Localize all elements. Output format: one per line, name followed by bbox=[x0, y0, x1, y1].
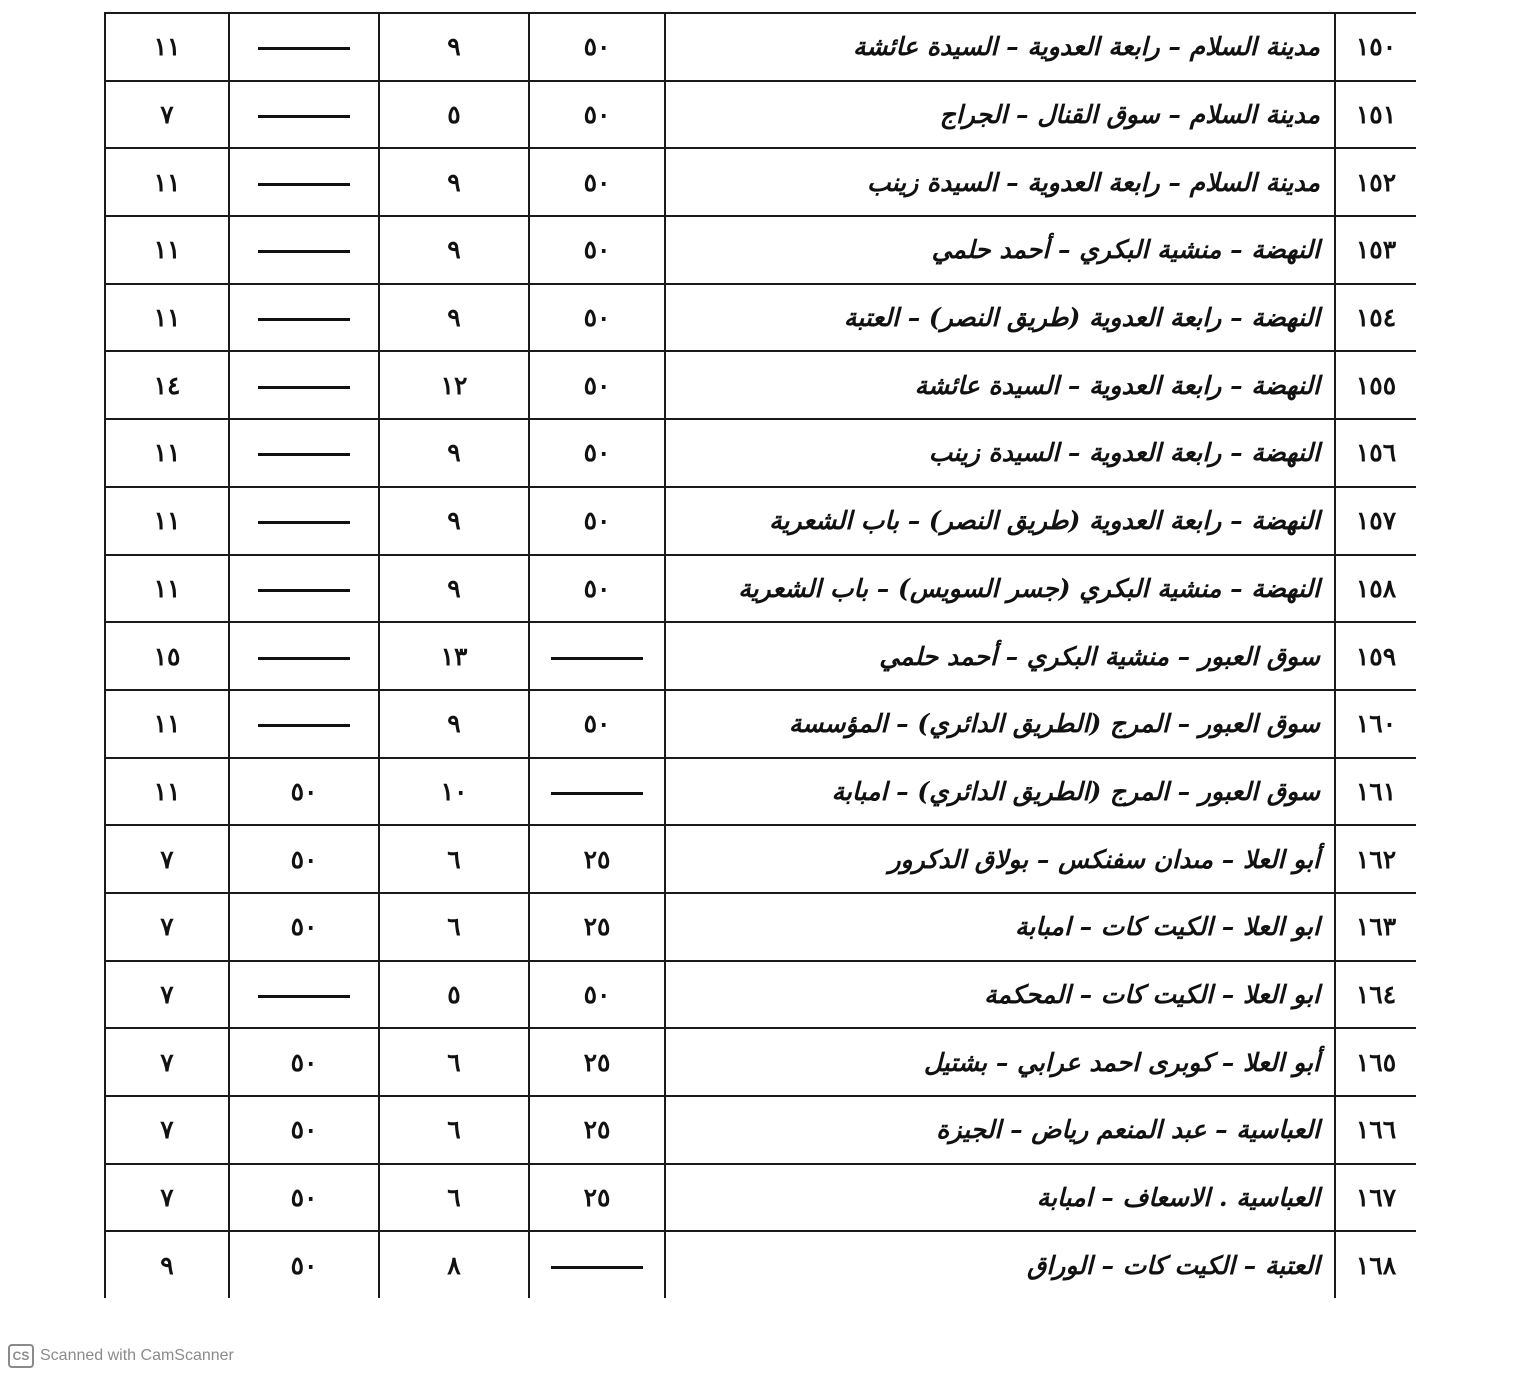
cell-value-2-text: ٩ bbox=[447, 709, 461, 739]
cell-route-name bbox=[665, 1231, 1335, 1298]
cell-value-4 bbox=[105, 351, 229, 419]
cell-value-3 bbox=[229, 216, 379, 284]
cell-route-number bbox=[1335, 893, 1416, 961]
cell-value-1 bbox=[529, 893, 665, 961]
cell-value-1 bbox=[529, 758, 665, 826]
cell-value-1-text: ٢٥ bbox=[583, 844, 611, 874]
cell-value-4-text: ٧ bbox=[160, 979, 174, 1009]
cell-value-1 bbox=[529, 351, 665, 419]
fare-table-sheet bbox=[104, 12, 1416, 1336]
dash-mark bbox=[551, 792, 643, 795]
cell-value-3 bbox=[229, 1028, 379, 1096]
cell-route-number-text: ١٥٢ bbox=[1355, 167, 1397, 197]
cell-value-4 bbox=[105, 148, 229, 216]
cell-value-4 bbox=[105, 419, 229, 487]
table-row bbox=[105, 961, 1416, 1029]
table-row bbox=[105, 690, 1416, 758]
cell-route-number-text: ١٥٦ bbox=[1355, 438, 1397, 468]
cell-route-number-text: ١٦١ bbox=[1355, 776, 1397, 806]
cell-value-2 bbox=[379, 419, 529, 487]
cell-value-4 bbox=[105, 487, 229, 555]
cell-value-3 bbox=[229, 284, 379, 352]
cell-value-2-text: ٩ bbox=[447, 506, 461, 536]
cell-value-4 bbox=[105, 1164, 229, 1232]
cell-route-number bbox=[1335, 487, 1416, 555]
cell-value-1 bbox=[529, 1028, 665, 1096]
cell-value-3-text: ٥٠ bbox=[290, 912, 318, 942]
cell-route-number-text: ١٥٥ bbox=[1355, 370, 1397, 400]
cell-value-2 bbox=[379, 1231, 529, 1298]
cell-value-3-text: ٥٠ bbox=[290, 776, 318, 806]
cell-value-4 bbox=[105, 825, 229, 893]
dash-mark bbox=[551, 657, 643, 660]
cell-route-name bbox=[665, 284, 1335, 352]
cell-value-4 bbox=[105, 81, 229, 149]
cell-route-number-text: ١٥٠ bbox=[1355, 32, 1397, 62]
table-row bbox=[105, 487, 1416, 555]
cell-value-2 bbox=[379, 1096, 529, 1164]
table-row bbox=[105, 555, 1416, 623]
cell-value-1 bbox=[529, 555, 665, 623]
cell-value-1-text: ٢٥ bbox=[583, 1183, 611, 1213]
cell-route-name bbox=[665, 487, 1335, 555]
cell-value-1 bbox=[529, 690, 665, 758]
table-row bbox=[105, 758, 1416, 826]
cell-value-2 bbox=[379, 758, 529, 826]
dash-mark bbox=[258, 724, 350, 727]
cell-value-1-text: ٢٥ bbox=[583, 912, 611, 942]
cell-route-name-text: ابو العلا – الكيت كات – امبابة bbox=[1015, 912, 1320, 942]
cell-value-4 bbox=[105, 284, 229, 352]
cell-value-4-text: ٧ bbox=[160, 1115, 174, 1145]
cell-route-number bbox=[1335, 419, 1416, 487]
cell-value-3 bbox=[229, 13, 379, 81]
dash-mark bbox=[258, 250, 350, 253]
cell-route-number bbox=[1335, 148, 1416, 216]
cell-route-name-text: النهضة – رابعة العدوية (طريق النصر) – العتبة bbox=[843, 303, 1320, 333]
cell-value-2-text: ٩ bbox=[447, 573, 461, 603]
watermark-text: Scanned with CamScanner bbox=[40, 1347, 234, 1364]
dash-mark bbox=[258, 589, 350, 592]
cell-value-3-text: ٥٠ bbox=[290, 1250, 318, 1280]
cell-value-4 bbox=[105, 1231, 229, 1298]
cell-route-number-text: ١٥٧ bbox=[1355, 506, 1397, 536]
cell-route-name-text: العباسية . الاسعاف – امبابة bbox=[1036, 1183, 1320, 1213]
cell-value-2 bbox=[379, 690, 529, 758]
cell-value-4-text: ١١ bbox=[153, 167, 181, 197]
cell-value-2 bbox=[379, 961, 529, 1029]
cell-route-name-text: سوق العبور – المرج (الطريق الدائري) – امبابة bbox=[831, 776, 1320, 806]
dash-mark bbox=[258, 521, 350, 524]
cell-value-1-text: ٥٠ bbox=[583, 32, 611, 62]
cell-route-number bbox=[1335, 81, 1416, 149]
cell-value-3 bbox=[229, 351, 379, 419]
cell-value-4 bbox=[105, 1028, 229, 1096]
dash-mark bbox=[258, 995, 350, 998]
cell-value-4 bbox=[105, 216, 229, 284]
cell-route-name-text: سوق العبور – منشية البكري – أحمد حلمي bbox=[879, 641, 1320, 671]
table-row bbox=[105, 1231, 1416, 1298]
cell-route-number-text: ١٥٨ bbox=[1355, 573, 1397, 603]
cell-value-2-text: ١٣ bbox=[440, 641, 468, 671]
cell-route-name bbox=[665, 13, 1335, 81]
cell-route-number-text: ١٦٧ bbox=[1355, 1183, 1397, 1213]
cell-route-number bbox=[1335, 216, 1416, 284]
cell-route-name bbox=[665, 351, 1335, 419]
cell-value-3 bbox=[229, 825, 379, 893]
cell-value-1 bbox=[529, 284, 665, 352]
cell-route-number-text: ١٥٤ bbox=[1355, 303, 1397, 333]
cell-value-1 bbox=[529, 216, 665, 284]
cell-value-2-text: ٩ bbox=[447, 32, 461, 62]
cell-value-2-text: ٦ bbox=[447, 912, 461, 942]
cell-route-number bbox=[1335, 825, 1416, 893]
cell-route-name bbox=[665, 622, 1335, 690]
cell-value-1-text: ٢٥ bbox=[583, 1115, 611, 1145]
cell-route-name-text: النهضة – رابعة العدوية – السيدة زينب bbox=[928, 438, 1320, 468]
cell-value-2 bbox=[379, 1164, 529, 1232]
cell-value-1 bbox=[529, 1164, 665, 1232]
cell-value-3-text: ٥٠ bbox=[290, 844, 318, 874]
dash-mark bbox=[258, 183, 350, 186]
cell-value-2-text: ٥ bbox=[447, 979, 461, 1009]
cell-route-number-text: ١٥٩ bbox=[1355, 641, 1397, 671]
cell-value-1 bbox=[529, 622, 665, 690]
cell-value-1 bbox=[529, 1096, 665, 1164]
dash-mark bbox=[258, 47, 350, 50]
cell-value-1-text: ٥٠ bbox=[583, 709, 611, 739]
cell-value-4-text: ١١ bbox=[153, 573, 181, 603]
cell-value-3 bbox=[229, 893, 379, 961]
cell-route-name-text: العتبة – الكيت كات – الوراق bbox=[1026, 1250, 1320, 1280]
cell-value-4-text: ١١ bbox=[153, 235, 181, 265]
table-row bbox=[105, 825, 1416, 893]
cell-value-1 bbox=[529, 419, 665, 487]
cell-value-4-text: ٧ bbox=[160, 1047, 174, 1077]
dash-mark bbox=[258, 453, 350, 456]
dash-mark bbox=[258, 115, 350, 118]
cell-route-name-text: العباسية – عبد المنعم رياض – الجيزة bbox=[936, 1115, 1320, 1145]
cell-value-4-text: ٩ bbox=[160, 1250, 174, 1280]
table-row bbox=[105, 419, 1416, 487]
cell-value-3 bbox=[229, 487, 379, 555]
table-row bbox=[105, 1028, 1416, 1096]
cell-value-4 bbox=[105, 961, 229, 1029]
cell-route-name-text: مدينة السلام – رابعة العدوية – السيدة زينب bbox=[867, 167, 1320, 197]
cell-route-name-text: النهضة – رابعة العدوية (طريق النصر) – باب الشعرية bbox=[769, 506, 1320, 536]
cell-value-4-text: ٧ bbox=[160, 844, 174, 874]
cell-route-name-text: سوق العبور – المرج (الطريق الدائري) – المؤسسة bbox=[788, 709, 1320, 739]
table-row bbox=[105, 148, 1416, 216]
cell-value-4-text: ٧ bbox=[160, 1183, 174, 1213]
cell-route-number bbox=[1335, 1096, 1416, 1164]
cell-value-2 bbox=[379, 487, 529, 555]
cell-route-name bbox=[665, 419, 1335, 487]
cell-route-number-text: ١٦٢ bbox=[1355, 844, 1397, 874]
dash-mark bbox=[258, 318, 350, 321]
table-row bbox=[105, 893, 1416, 961]
cell-route-name bbox=[665, 1164, 1335, 1232]
cell-value-4-text: ١١ bbox=[153, 303, 181, 333]
cell-route-number bbox=[1335, 555, 1416, 623]
cell-value-4 bbox=[105, 690, 229, 758]
cell-value-2-text: ٩ bbox=[447, 303, 461, 333]
cell-value-1 bbox=[529, 1231, 665, 1298]
cell-value-3 bbox=[229, 81, 379, 149]
cell-value-4 bbox=[105, 622, 229, 690]
cell-value-2 bbox=[379, 622, 529, 690]
cell-value-2-text: ٨ bbox=[447, 1250, 461, 1280]
table-body bbox=[105, 13, 1416, 1298]
cell-value-3-text: ٥٠ bbox=[290, 1047, 318, 1077]
cell-route-number bbox=[1335, 961, 1416, 1029]
cell-value-4-text: ١١ bbox=[153, 32, 181, 62]
cell-value-2-text: ٩ bbox=[447, 235, 461, 265]
table-row bbox=[105, 216, 1416, 284]
cell-route-number bbox=[1335, 690, 1416, 758]
cell-value-3 bbox=[229, 690, 379, 758]
cell-route-name bbox=[665, 1096, 1335, 1164]
cell-value-3 bbox=[229, 961, 379, 1029]
cell-value-1-text: ٥٠ bbox=[583, 303, 611, 333]
cell-route-name-text: مدينة السلام – سوق القنال – الجراج bbox=[939, 100, 1320, 130]
dash-mark bbox=[258, 657, 350, 660]
camscanner-logo-icon: CS bbox=[8, 1344, 34, 1368]
cell-value-1 bbox=[529, 825, 665, 893]
cell-value-4-text: ١١ bbox=[153, 776, 181, 806]
cell-route-name bbox=[665, 216, 1335, 284]
cell-route-number bbox=[1335, 1231, 1416, 1298]
cell-value-1 bbox=[529, 81, 665, 149]
cell-route-name-text: أبو العلا – مىدان سفنكس – بولاق الدكرور bbox=[888, 844, 1320, 874]
cell-value-4 bbox=[105, 555, 229, 623]
cell-value-2 bbox=[379, 825, 529, 893]
cell-value-2 bbox=[379, 351, 529, 419]
cell-value-1-text: ٥٠ bbox=[583, 506, 611, 536]
cell-route-number-text: ١٥٣ bbox=[1355, 235, 1397, 265]
cell-value-2 bbox=[379, 893, 529, 961]
dash-mark bbox=[551, 1266, 643, 1269]
cell-value-1-text: ٢٥ bbox=[583, 1047, 611, 1077]
cell-value-2-text: ٩ bbox=[447, 438, 461, 468]
cell-value-2-text: ١٢ bbox=[440, 370, 468, 400]
cell-route-name bbox=[665, 690, 1335, 758]
cell-route-name bbox=[665, 81, 1335, 149]
table-row bbox=[105, 13, 1416, 81]
cell-value-3-text: ٥٠ bbox=[290, 1183, 318, 1213]
cell-route-name-text: النهضة – منشية البكري – أحمد حلمي bbox=[931, 235, 1320, 265]
cell-route-number-text: ١٦٨ bbox=[1355, 1250, 1397, 1280]
table-row bbox=[105, 1096, 1416, 1164]
cell-route-name-text: أبو العلا – كوبرى احمد عرابي – بشتيل bbox=[923, 1047, 1320, 1077]
cell-value-3 bbox=[229, 1231, 379, 1298]
cell-value-2 bbox=[379, 13, 529, 81]
cell-value-3 bbox=[229, 622, 379, 690]
cell-route-name bbox=[665, 961, 1335, 1029]
cell-value-2 bbox=[379, 555, 529, 623]
cell-route-name bbox=[665, 148, 1335, 216]
table-row bbox=[105, 1164, 1416, 1232]
cell-route-name-text: مدينة السلام – رابعة العدوية – السيدة عائشة bbox=[852, 32, 1320, 62]
cell-route-number-text: ١٦٦ bbox=[1355, 1115, 1397, 1145]
cell-value-3 bbox=[229, 555, 379, 623]
cell-value-3 bbox=[229, 758, 379, 826]
table-row bbox=[105, 81, 1416, 149]
cell-value-1-text: ٥٠ bbox=[583, 573, 611, 603]
cell-value-2 bbox=[379, 216, 529, 284]
cell-value-2 bbox=[379, 1028, 529, 1096]
cell-value-3 bbox=[229, 1164, 379, 1232]
cell-value-2-text: ٥ bbox=[447, 100, 461, 130]
cell-value-1-text: ٥٠ bbox=[583, 235, 611, 265]
cell-value-4 bbox=[105, 1096, 229, 1164]
cell-value-1-text: ٥٠ bbox=[583, 979, 611, 1009]
cell-value-1-text: ٥٠ bbox=[583, 167, 611, 197]
cell-value-3 bbox=[229, 148, 379, 216]
cell-route-name bbox=[665, 825, 1335, 893]
cell-value-4 bbox=[105, 758, 229, 826]
cell-value-2-text: ٦ bbox=[447, 1115, 461, 1145]
cell-value-4-text: ١٤ bbox=[153, 370, 181, 400]
cell-value-2-text: ٩ bbox=[447, 167, 461, 197]
cell-value-1 bbox=[529, 13, 665, 81]
cell-value-2 bbox=[379, 148, 529, 216]
cell-route-name bbox=[665, 893, 1335, 961]
cell-route-name bbox=[665, 1028, 1335, 1096]
cell-value-3-text: ٥٠ bbox=[290, 1115, 318, 1145]
cell-route-number-text: ١٦٠ bbox=[1355, 709, 1397, 739]
cell-value-4 bbox=[105, 13, 229, 81]
cell-value-2-text: ٦ bbox=[447, 1183, 461, 1213]
table-row bbox=[105, 351, 1416, 419]
cell-route-number-text: ١٥١ bbox=[1355, 100, 1397, 130]
cell-value-4-text: ١١ bbox=[153, 709, 181, 739]
cell-value-1 bbox=[529, 148, 665, 216]
scanner-watermark bbox=[8, 1344, 234, 1368]
cell-route-number bbox=[1335, 622, 1416, 690]
dash-mark bbox=[258, 386, 350, 389]
cell-value-3 bbox=[229, 1096, 379, 1164]
cell-route-number bbox=[1335, 1028, 1416, 1096]
table-row bbox=[105, 284, 1416, 352]
cell-route-name-text: النهضة – رابعة العدوية – السيدة عائشة bbox=[914, 370, 1320, 400]
cell-route-number bbox=[1335, 351, 1416, 419]
cell-value-4-text: ١٥ bbox=[153, 641, 181, 671]
cell-value-2 bbox=[379, 284, 529, 352]
cell-route-name bbox=[665, 758, 1335, 826]
cell-value-2-text: ٦ bbox=[447, 844, 461, 874]
cell-value-3 bbox=[229, 419, 379, 487]
cell-route-number-text: ١٦٤ bbox=[1355, 979, 1397, 1009]
cell-value-2-text: ٦ bbox=[447, 1047, 461, 1077]
cell-value-1 bbox=[529, 487, 665, 555]
cell-route-number bbox=[1335, 13, 1416, 81]
cell-value-4-text: ٧ bbox=[160, 100, 174, 130]
cell-route-number-text: ١٦٥ bbox=[1355, 1047, 1397, 1077]
cell-value-2 bbox=[379, 81, 529, 149]
cell-value-1-text: ٥٠ bbox=[583, 370, 611, 400]
route-fare-table bbox=[104, 12, 1416, 1298]
cell-route-name-text: ابو العلا – الكيت كات – المحكمة bbox=[984, 979, 1320, 1009]
cell-value-2-text: ١٠ bbox=[440, 776, 468, 806]
cell-value-1-text: ٥٠ bbox=[583, 438, 611, 468]
cell-route-number bbox=[1335, 758, 1416, 826]
cell-value-1 bbox=[529, 961, 665, 1029]
cell-route-name-text: النهضة – منشية البكري (جسر السويس) – باب الشعرية bbox=[738, 573, 1320, 603]
cell-value-4-text: ٧ bbox=[160, 912, 174, 942]
cell-route-number-text: ١٦٣ bbox=[1355, 912, 1397, 942]
cell-route-name bbox=[665, 555, 1335, 623]
cell-value-4-text: ١١ bbox=[153, 506, 181, 536]
cell-route-number bbox=[1335, 284, 1416, 352]
table-row bbox=[105, 622, 1416, 690]
cell-value-4 bbox=[105, 893, 229, 961]
cell-route-number bbox=[1335, 1164, 1416, 1232]
cell-value-1-text: ٥٠ bbox=[583, 100, 611, 130]
cell-value-4-text: ١١ bbox=[153, 438, 181, 468]
